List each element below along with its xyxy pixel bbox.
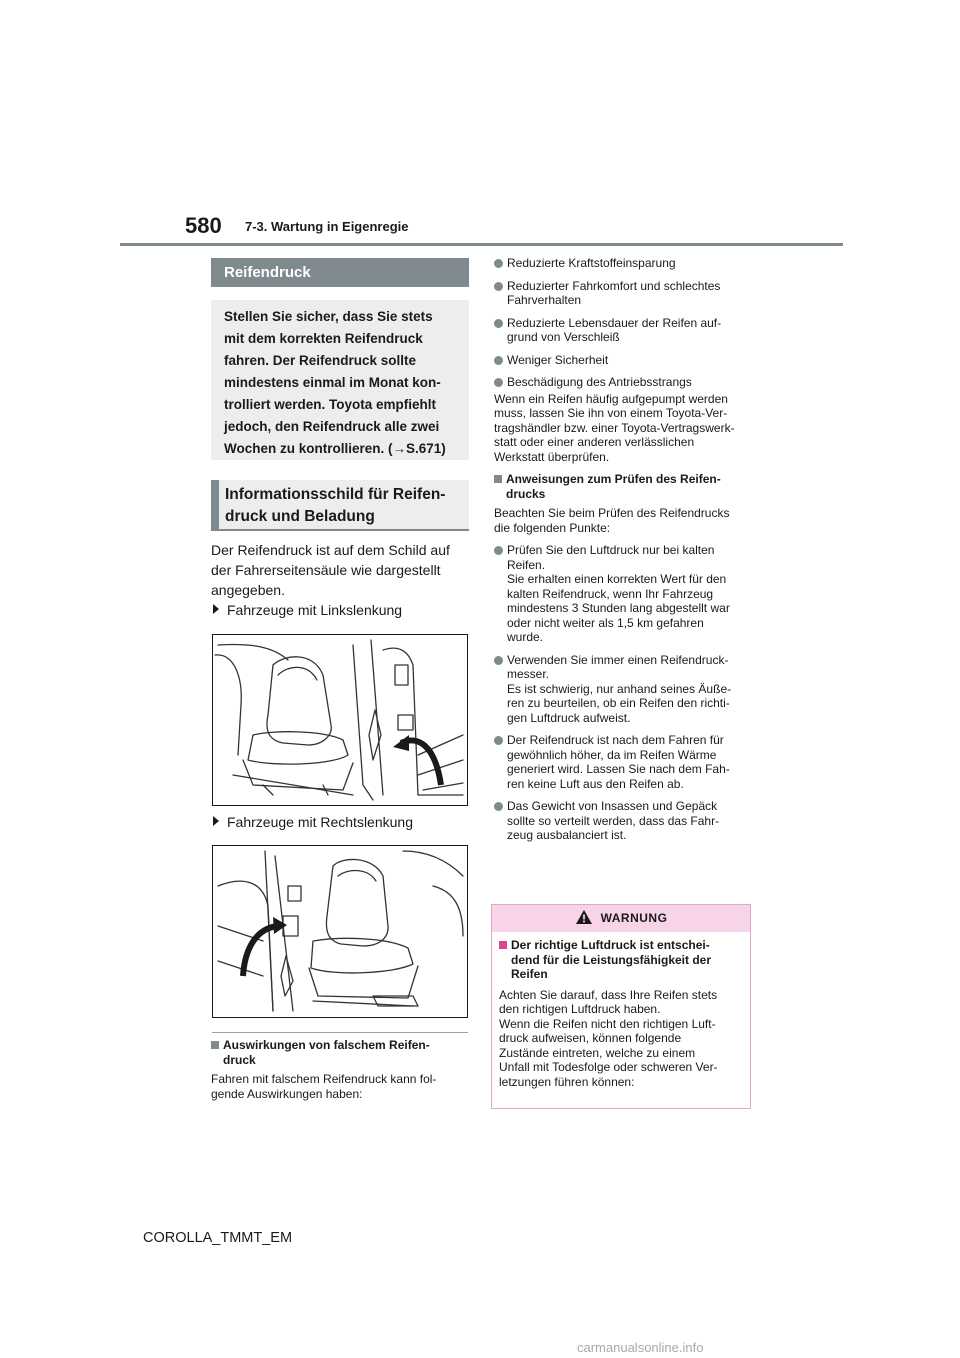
list-item (494, 733, 754, 791)
list-item (494, 279, 754, 308)
bullet-icon (494, 282, 503, 291)
text-line: kalten Reifendruck, wenn Ihr Fahrzeug (507, 586, 714, 601)
text-line: den richtigen Luftdruck haben. (499, 1002, 661, 1016)
warning-header (492, 905, 750, 932)
list-item (494, 543, 754, 645)
bullet-icon (494, 656, 503, 665)
text-line: letzungen führen können: (499, 1074, 635, 1089)
watermark: carmanualsonline.info (577, 1340, 704, 1355)
seat-illustration-rhd (213, 846, 466, 1016)
warning-title (499, 938, 744, 982)
section-header: 7-3. Wartung in Eigenregie (245, 219, 409, 234)
warning-box (491, 904, 751, 1109)
triangle-bullet-icon (213, 604, 219, 614)
text-line: die folgenden Punkte: (494, 520, 611, 535)
list-item (494, 256, 754, 271)
heading-line: Reifen (511, 967, 548, 981)
heading-line: drucks (506, 486, 546, 501)
text-line: Fahren mit falschem Reifendruck kann fol- (211, 1072, 437, 1086)
text-line: Sie erhalten einen korrekten Wert für den (507, 572, 727, 586)
text-line: messer. (507, 667, 550, 681)
text-line: angegeben. (211, 582, 285, 598)
pointer-rhd (213, 812, 413, 832)
workshop-paragraph (494, 392, 754, 465)
intro-line: Wochen zu kontrollieren. (→S.671) (224, 441, 446, 456)
list-item (494, 799, 754, 843)
info-label-heading (211, 480, 469, 531)
intro-box (211, 300, 469, 460)
text-line: oder nicht weiter als 1,5 km gefahren (507, 615, 704, 630)
effects-list (494, 256, 754, 390)
info-heading-line: Informationsschild für Reifen- (225, 486, 446, 503)
warning-body (492, 932, 750, 1089)
figure-lhd-door-pillar (212, 634, 468, 806)
text-line: gewöhnlich höher, da im Reifen Wärme (507, 747, 717, 762)
text-line: Das Gewicht von Insassen und Gepäck (507, 799, 718, 813)
list-item (494, 316, 754, 345)
text-line: druck aufweisen, können folgende (499, 1031, 682, 1045)
model-footer: COROLLA_TMMT_EM (143, 1230, 293, 1246)
list-item (494, 653, 754, 726)
heading-line: Anweisungen zum Prüfen des Reifen- (506, 472, 721, 486)
text-line: ren zu beurteilen, ob ein Reifen den richti- (507, 696, 730, 710)
text-line: gende Auswirkungen haben: (211, 1086, 363, 1101)
section-title-bar: Reifendruck (211, 258, 469, 287)
intro-line: trolliert werden. Toyota empfiehlt (224, 397, 437, 412)
triangle-bullet-icon (213, 816, 219, 826)
square-bullet-icon (499, 941, 507, 949)
text-line: ren keine Luft aus den Reifen ab. (507, 776, 684, 791)
pointer-label: Fahrzeuge mit Linkslenkung (227, 602, 403, 618)
text-line: generiert wird. Lassen Sie nach dem Fah- (507, 762, 730, 776)
text-line: Reduzierte Kraftstoffeinsparung (507, 256, 676, 270)
bullet-icon (494, 736, 503, 745)
text-line: sollte so verteilt werden, dass das Fahr- (507, 813, 720, 828)
heading-line: Der richtige Luftdruck ist entschei- (511, 938, 710, 952)
info-heading-line: druck und Beladung (225, 508, 375, 525)
check-intro (494, 506, 754, 535)
heading-line: Auswirkungen von falschem Reifen- (223, 1038, 430, 1052)
text-line: Reduzierter Fahrkomfort und schlechtes (507, 278, 721, 293)
text-line: der Fahrerseitensäule wie dargestellt (211, 562, 441, 578)
text-line: Achten Sie darauf, dass Ihre Reifen stets (499, 987, 718, 1002)
text-line: wurde. (507, 630, 544, 644)
info-text (211, 540, 471, 600)
header-divider (120, 243, 843, 246)
text-line: mindestens 3 Stunden lang abgestellt war (507, 601, 730, 615)
intro-line: mindestens einmal im Monat kon- (224, 375, 441, 390)
effects-section (211, 1038, 471, 1101)
intro-line: mit dem korrekten Reifendruck (224, 331, 423, 346)
pointer-lhd (213, 600, 402, 620)
text-line: Unfall mit Todesfolge oder schweren Ver- (499, 1060, 718, 1074)
text-line: grund von Verschleiß (507, 330, 620, 344)
bullet-icon (494, 802, 503, 811)
effects-text (211, 1072, 471, 1101)
bullet-icon (494, 356, 503, 365)
heading-line: druck (223, 1052, 256, 1067)
intro-line: fahren. Der Reifendruck sollte (224, 353, 417, 368)
effects-heading (211, 1038, 471, 1067)
text-line: Reduzierte Lebensdauer der Reifen auf- (507, 315, 722, 330)
square-bullet-icon (211, 1041, 219, 1049)
list-item (494, 375, 754, 390)
text-line: zeug ausbalanciert ist. (507, 828, 627, 842)
text-line: Fahrverhalten (507, 293, 582, 307)
pointer-label: Fahrzeuge mit Rechtslenkung (227, 814, 413, 830)
text-line: Zustände eintreten, welche zu einem (499, 1045, 696, 1060)
bullet-icon (494, 259, 503, 268)
text-line: Der Reifendruck ist auf dem Schild auf (211, 542, 450, 558)
text-line: Werkstatt überprüfen. (494, 449, 610, 464)
text-line: statt oder einer anderen verlässlichen (494, 435, 695, 449)
check-list (494, 543, 754, 843)
intro-line: jedoch, den Reifendruck alle zwei (224, 419, 440, 434)
text-line: Wenn ein Reifen häufig aufgepumpt werden (494, 391, 728, 406)
list-item (494, 353, 754, 368)
text-line: Wenn die Reifen nicht den richtigen Luft- (499, 1016, 716, 1031)
intro-line: Stellen Sie sicher, dass Sie stets (224, 309, 433, 324)
text-line: tragshändler bzw. einer Toyota-Vertragswerk- (494, 420, 735, 435)
text-line: gen Luftdruck aufweist. (507, 710, 631, 725)
seat-illustration-lhd (213, 635, 466, 804)
text-line: Beachten Sie beim Prüfen des Reifendrucks (494, 506, 730, 520)
warning-label: WARNUNG (600, 911, 668, 925)
text-line: Verwenden Sie immer einen Reifendruck- (507, 652, 729, 667)
right-column (494, 256, 754, 851)
section-divider (212, 1032, 468, 1033)
bullet-icon (494, 378, 503, 387)
text-line: Weniger Sicherheit (507, 352, 609, 367)
text-line: Der Reifendruck ist nach dem Fahren für (507, 733, 724, 747)
text-line: Reifen. (507, 557, 546, 572)
text-line: Prüfen Sie den Luftdruck nur bei kalten (507, 543, 715, 557)
bullet-icon (494, 546, 503, 555)
heading-line: dend für die Leistungsfähigkeit der (511, 952, 712, 967)
page-number: 580 (185, 213, 222, 238)
bullet-icon (494, 319, 503, 328)
text-line: Beschädigung des Antriebsstrangs (507, 375, 692, 389)
warning-text (499, 988, 744, 1090)
check-heading (494, 472, 754, 501)
text-line: Es ist schwierig, nur anhand seines Äuße- (507, 681, 732, 696)
figure-rhd-door-pillar (212, 845, 468, 1018)
square-bullet-icon (494, 475, 502, 483)
warning-triangle-icon (575, 908, 593, 935)
text-line: muss, lassen Sie ihn von einem Toyota-Ver- (494, 406, 728, 420)
